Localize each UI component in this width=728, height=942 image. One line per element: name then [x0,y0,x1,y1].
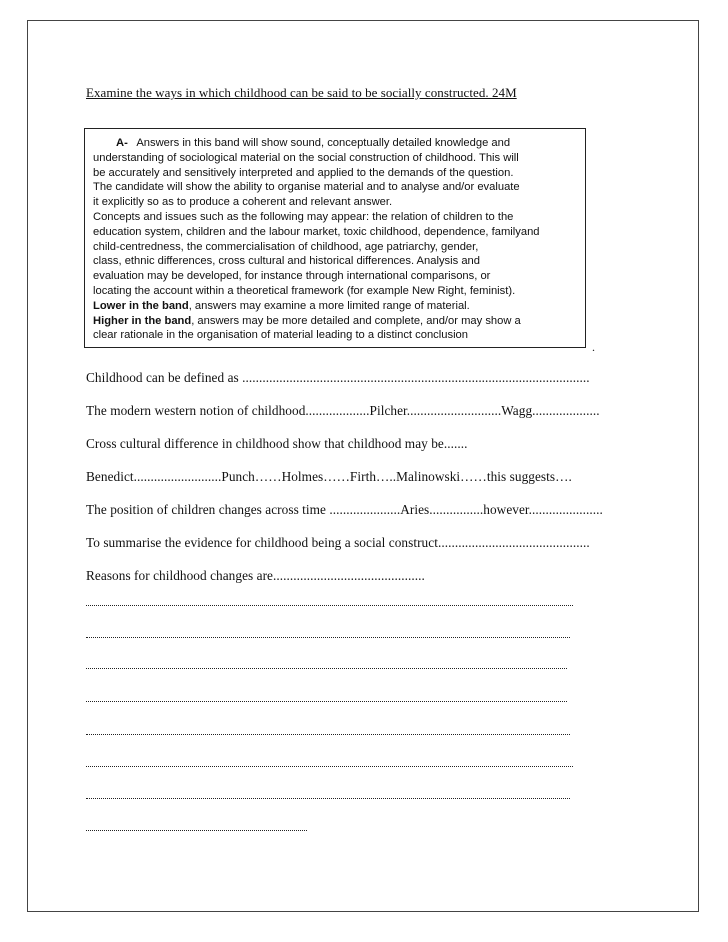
answer-line[interactable] [86,605,573,606]
mark-scheme-line: class, ethnic differences, cross cultural and historical differences. Analysis and [93,255,480,268]
prompt-cross-cultural: Cross cultural difference in childhood show that childhood may be....... [86,436,468,451]
prompt-studies: Benedict..........................Punch……Holmes……Firth…..Malinowski……this suggests…. [86,469,572,484]
prompt-summary: To summarise the evidence for childhood being a social construct............................................. [86,535,590,550]
answer-line[interactable] [86,766,573,767]
answer-line[interactable] [86,668,567,669]
mark-scheme-line: Concepts and issues such as the following may appear: the relation of children to the [93,210,514,223]
mark-scheme-line: be accurately and sensitively interpreted and applied to the demands of the question. [93,166,514,179]
stray-dot: . [592,340,595,354]
mark-scheme-box [84,128,586,348]
higher-band-label: Higher in the band [93,314,192,327]
answer-line[interactable] [86,830,307,831]
mark-scheme-line: A- Answers in this band will show sound, conceptually detailed knowledge and [116,137,511,149]
prompt-reasons: Reasons for childhood changes are............................................. [86,568,425,583]
answer-line[interactable] [86,734,570,735]
lower-band-label: Lower in the band [93,299,189,312]
answer-line[interactable] [86,701,567,702]
prompt-across-time: The position of children changes across time .....................Aries................however...................... [86,502,603,517]
mark-scheme-line: understanding of sociological material on the social construction of childhood. This will [93,151,519,164]
mark-scheme-line-higher: Higher in the band, answers may be more detailed and complete, and/or may show a [93,314,521,327]
mark-scheme-line: education system, children and the labour market, toxic childhood, dependence, familyand [93,225,540,238]
mark-scheme-line: it explicitly so as to produce a coherent and relevant answer. [93,196,393,209]
answer-line[interactable] [86,637,570,638]
mark-scheme-line-lower: Lower in the band, answers may examine a more limited range of material. [93,299,470,312]
mark-scheme-line: evaluation may be developed, for instance through international comparisons, or [93,270,491,283]
prompt-definition: Childhood can be defined as ....................................................................................................... [86,370,590,385]
mark-scheme-line: child-centredness, the commercialisation of childhood, age patriarchy, gender, [93,240,479,253]
mark-scheme-line: locating the account within a theoretical framework (for example New Right, feminist). [93,284,516,297]
prompt-western-notion: The modern western notion of childhood...................Pilcher............................Wagg.................... [86,403,600,418]
mark-scheme-line: clear rationale in the organisation of material leading to a distinct conclusion [93,329,468,342]
mark-scheme-line: The candidate will show the ability to organise material and to analyse and/or evaluate [93,181,520,194]
question-title: Examine the ways in which childhood can be said to be socially constructed. 24M [86,85,517,100]
grade-label: A- [116,137,128,149]
answer-line[interactable] [86,798,570,799]
